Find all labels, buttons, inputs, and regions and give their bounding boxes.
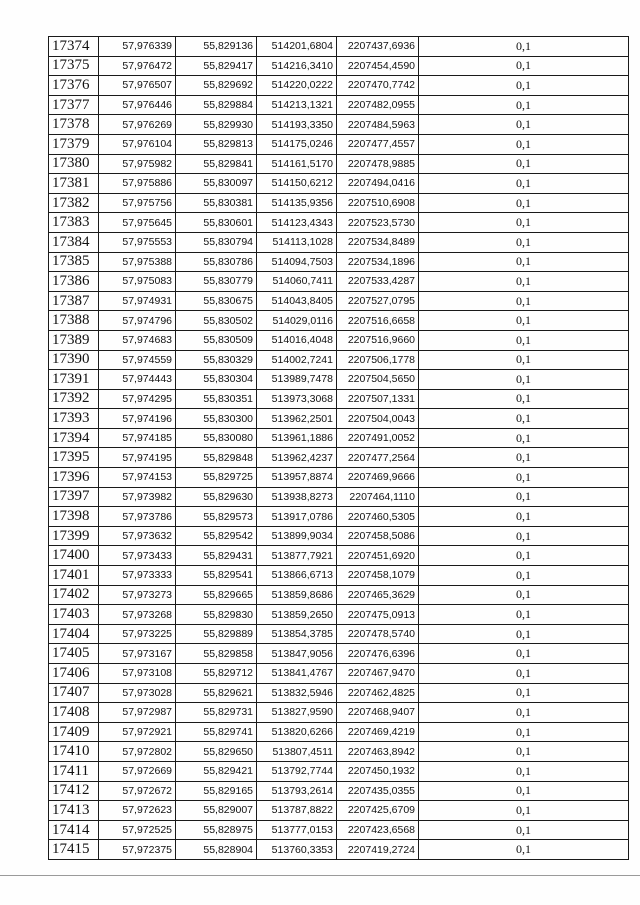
x-coordinate-cell: 513820,6266	[257, 722, 337, 742]
point-number-cell: 17383	[49, 213, 99, 233]
y-coordinate-cell: 2207468,9407	[337, 703, 419, 723]
point-number-cell: 17385	[49, 252, 99, 272]
table-row	[49, 291, 629, 311]
table-row	[49, 272, 629, 292]
latitude-cell: 57,974195	[99, 448, 176, 468]
x-coordinate-cell: 513866,6713	[257, 566, 337, 586]
x-coordinate-cell: 514094,7503	[257, 252, 337, 272]
point-number-cell: 17382	[49, 193, 99, 213]
y-coordinate-cell: 2207454,4590	[337, 56, 419, 76]
y-coordinate-cell: 2207516,9660	[337, 330, 419, 350]
accuracy-cell: 0,1	[419, 291, 629, 311]
longitude-cell: 55,829417	[176, 56, 257, 76]
accuracy-cell: 0,1	[419, 272, 629, 292]
longitude-cell: 55,829573	[176, 507, 257, 527]
table-row	[49, 664, 629, 684]
x-coordinate-cell: 514060,7411	[257, 272, 337, 292]
longitude-cell: 55,830675	[176, 291, 257, 311]
x-coordinate-cell: 513877,7921	[257, 546, 337, 566]
y-coordinate-cell: 2207458,1079	[337, 566, 419, 586]
table-row	[49, 820, 629, 840]
longitude-cell: 55,829650	[176, 742, 257, 762]
x-coordinate-cell: 513832,5946	[257, 683, 337, 703]
y-coordinate-cell: 2207478,5740	[337, 624, 419, 644]
accuracy-cell: 0,1	[419, 487, 629, 507]
latitude-cell: 57,972921	[99, 722, 176, 742]
x-coordinate-cell: 513859,2650	[257, 605, 337, 625]
x-coordinate-cell: 513827,9590	[257, 703, 337, 723]
x-coordinate-cell: 513962,2501	[257, 409, 337, 429]
table-row	[49, 409, 629, 429]
longitude-cell: 55,830601	[176, 213, 257, 233]
latitude-cell: 57,973108	[99, 664, 176, 684]
table-row	[49, 722, 629, 742]
table-row	[49, 37, 629, 57]
table-row	[49, 232, 629, 252]
longitude-cell: 55,830794	[176, 232, 257, 252]
latitude-cell: 57,972987	[99, 703, 176, 723]
longitude-cell: 55,830509	[176, 330, 257, 350]
y-coordinate-cell: 2207470,7742	[337, 76, 419, 96]
table-row	[49, 624, 629, 644]
point-number-cell: 17404	[49, 624, 99, 644]
table-row	[49, 193, 629, 213]
point-number-cell: 17412	[49, 781, 99, 801]
point-number-cell: 17384	[49, 232, 99, 252]
table-row	[49, 605, 629, 625]
latitude-cell: 57,973632	[99, 526, 176, 546]
point-number-cell: 17413	[49, 801, 99, 821]
accuracy-cell: 0,1	[419, 840, 629, 860]
latitude-cell: 57,974295	[99, 389, 176, 409]
latitude-cell: 57,974683	[99, 330, 176, 350]
x-coordinate-cell: 514213,1321	[257, 95, 337, 115]
page-bottom-divider	[0, 875, 640, 876]
x-coordinate-cell: 514161,5170	[257, 154, 337, 174]
x-coordinate-cell: 513777,0153	[257, 820, 337, 840]
point-number-cell: 17394	[49, 428, 99, 448]
accuracy-cell: 0,1	[419, 330, 629, 350]
accuracy-cell: 0,1	[419, 389, 629, 409]
accuracy-cell: 0,1	[419, 174, 629, 194]
accuracy-cell: 0,1	[419, 761, 629, 781]
latitude-cell: 57,973225	[99, 624, 176, 644]
y-coordinate-cell: 2207437,6936	[337, 37, 419, 57]
accuracy-cell: 0,1	[419, 742, 629, 762]
accuracy-cell: 0,1	[419, 37, 629, 57]
table-row	[49, 703, 629, 723]
longitude-cell: 55,828975	[176, 820, 257, 840]
accuracy-cell: 0,1	[419, 566, 629, 586]
point-number-cell: 17410	[49, 742, 99, 762]
longitude-cell: 55,829421	[176, 761, 257, 781]
table-row	[49, 213, 629, 233]
table-row	[49, 134, 629, 154]
x-coordinate-cell: 514201,6804	[257, 37, 337, 57]
y-coordinate-cell: 2207469,4219	[337, 722, 419, 742]
x-coordinate-cell: 513973,3068	[257, 389, 337, 409]
latitude-cell: 57,974796	[99, 311, 176, 331]
table-row	[49, 428, 629, 448]
accuracy-cell: 0,1	[419, 232, 629, 252]
latitude-cell: 57,974185	[99, 428, 176, 448]
accuracy-cell: 0,1	[419, 801, 629, 821]
accuracy-cell: 0,1	[419, 56, 629, 76]
x-coordinate-cell: 513859,8686	[257, 585, 337, 605]
table-row	[49, 76, 629, 96]
point-number-cell: 17403	[49, 605, 99, 625]
accuracy-cell: 0,1	[419, 468, 629, 488]
point-number-cell: 17392	[49, 389, 99, 409]
point-number-cell: 17415	[49, 840, 99, 860]
latitude-cell: 57,976339	[99, 37, 176, 57]
point-number-cell: 17375	[49, 56, 99, 76]
x-coordinate-cell: 513989,7478	[257, 370, 337, 390]
accuracy-cell: 0,1	[419, 95, 629, 115]
point-number-cell: 17414	[49, 820, 99, 840]
x-coordinate-cell: 513938,8273	[257, 487, 337, 507]
table-row	[49, 56, 629, 76]
x-coordinate-cell: 514029,0116	[257, 311, 337, 331]
latitude-cell: 57,973028	[99, 683, 176, 703]
table-row	[49, 95, 629, 115]
latitude-cell: 57,973268	[99, 605, 176, 625]
table-row	[49, 526, 629, 546]
latitude-cell: 57,972525	[99, 820, 176, 840]
point-number-cell: 17387	[49, 291, 99, 311]
point-number-cell: 17406	[49, 664, 99, 684]
table-row	[49, 389, 629, 409]
y-coordinate-cell: 2207477,4557	[337, 134, 419, 154]
y-coordinate-cell: 2207451,6920	[337, 546, 419, 566]
y-coordinate-cell: 2207477,2564	[337, 448, 419, 468]
accuracy-cell: 0,1	[419, 644, 629, 664]
accuracy-cell: 0,1	[419, 526, 629, 546]
accuracy-cell: 0,1	[419, 781, 629, 801]
y-coordinate-cell: 2207527,0795	[337, 291, 419, 311]
table-row	[49, 370, 629, 390]
point-number-cell: 17395	[49, 448, 99, 468]
latitude-cell: 57,975645	[99, 213, 176, 233]
y-coordinate-cell: 2207419,2724	[337, 840, 419, 860]
longitude-cell: 55,830097	[176, 174, 257, 194]
latitude-cell: 57,975756	[99, 193, 176, 213]
point-number-cell: 17397	[49, 487, 99, 507]
point-number-cell: 17393	[49, 409, 99, 429]
longitude-cell: 55,829136	[176, 37, 257, 57]
longitude-cell: 55,830351	[176, 389, 257, 409]
x-coordinate-cell: 514220,0222	[257, 76, 337, 96]
point-number-cell: 17386	[49, 272, 99, 292]
x-coordinate-cell: 513792,7744	[257, 761, 337, 781]
longitude-cell: 55,829731	[176, 703, 257, 723]
table-row	[49, 781, 629, 801]
x-coordinate-cell: 513962,4237	[257, 448, 337, 468]
latitude-cell: 57,976269	[99, 115, 176, 135]
y-coordinate-cell: 2207450,1932	[337, 761, 419, 781]
longitude-cell: 55,828904	[176, 840, 257, 860]
table-row	[49, 115, 629, 135]
latitude-cell: 57,973982	[99, 487, 176, 507]
longitude-cell: 55,830502	[176, 311, 257, 331]
y-coordinate-cell: 2207475,0913	[337, 605, 419, 625]
table-row	[49, 801, 629, 821]
longitude-cell: 55,830786	[176, 252, 257, 272]
y-coordinate-cell: 2207465,3629	[337, 585, 419, 605]
longitude-cell: 55,829542	[176, 526, 257, 546]
point-number-cell: 17391	[49, 370, 99, 390]
longitude-cell: 55,830080	[176, 428, 257, 448]
table-row	[49, 487, 629, 507]
accuracy-cell: 0,1	[419, 213, 629, 233]
accuracy-cell: 0,1	[419, 154, 629, 174]
latitude-cell: 57,974153	[99, 468, 176, 488]
accuracy-cell: 0,1	[419, 722, 629, 742]
x-coordinate-cell: 513787,8822	[257, 801, 337, 821]
y-coordinate-cell: 2207469,9666	[337, 468, 419, 488]
point-number-cell: 17377	[49, 95, 99, 115]
longitude-cell: 55,829621	[176, 683, 257, 703]
table-row	[49, 507, 629, 527]
y-coordinate-cell: 2207425,6709	[337, 801, 419, 821]
longitude-cell: 55,830381	[176, 193, 257, 213]
table-row	[49, 154, 629, 174]
table-row	[49, 468, 629, 488]
y-coordinate-cell: 2207423,6568	[337, 820, 419, 840]
x-coordinate-cell: 514135,9356	[257, 193, 337, 213]
latitude-cell: 57,973433	[99, 546, 176, 566]
latitude-cell: 57,976507	[99, 76, 176, 96]
longitude-cell: 55,829741	[176, 722, 257, 742]
y-coordinate-cell: 2207467,9470	[337, 664, 419, 684]
point-number-cell: 17405	[49, 644, 99, 664]
accuracy-cell: 0,1	[419, 370, 629, 390]
longitude-cell: 55,829712	[176, 664, 257, 684]
y-coordinate-cell: 2207504,5650	[337, 370, 419, 390]
latitude-cell: 57,972375	[99, 840, 176, 860]
longitude-cell: 55,830779	[176, 272, 257, 292]
longitude-cell: 55,829848	[176, 448, 257, 468]
x-coordinate-cell: 513957,8874	[257, 468, 337, 488]
y-coordinate-cell: 2207523,5730	[337, 213, 419, 233]
longitude-cell: 55,829165	[176, 781, 257, 801]
longitude-cell: 55,829858	[176, 644, 257, 664]
accuracy-cell: 0,1	[419, 664, 629, 684]
y-coordinate-cell: 2207460,5305	[337, 507, 419, 527]
table-row	[49, 252, 629, 272]
point-number-cell: 17396	[49, 468, 99, 488]
point-number-cell: 17408	[49, 703, 99, 723]
latitude-cell: 57,974443	[99, 370, 176, 390]
accuracy-cell: 0,1	[419, 252, 629, 272]
x-coordinate-cell: 513847,9056	[257, 644, 337, 664]
accuracy-cell: 0,1	[419, 409, 629, 429]
longitude-cell: 55,829541	[176, 566, 257, 586]
accuracy-cell: 0,1	[419, 193, 629, 213]
y-coordinate-cell: 2207504,0043	[337, 409, 419, 429]
y-coordinate-cell: 2207462,4825	[337, 683, 419, 703]
x-coordinate-cell: 514193,3350	[257, 115, 337, 135]
point-number-cell: 17407	[49, 683, 99, 703]
x-coordinate-cell: 513917,0786	[257, 507, 337, 527]
accuracy-cell: 0,1	[419, 350, 629, 370]
longitude-cell: 55,829884	[176, 95, 257, 115]
longitude-cell: 55,829007	[176, 801, 257, 821]
point-number-cell: 17389	[49, 330, 99, 350]
point-number-cell: 17402	[49, 585, 99, 605]
table-row	[49, 742, 629, 762]
point-number-cell: 17409	[49, 722, 99, 742]
longitude-cell: 55,829630	[176, 487, 257, 507]
table-row	[49, 546, 629, 566]
point-number-cell: 17398	[49, 507, 99, 527]
y-coordinate-cell: 2207533,4287	[337, 272, 419, 292]
y-coordinate-cell: 2207464,1110	[337, 487, 419, 507]
latitude-cell: 57,976472	[99, 56, 176, 76]
latitude-cell: 57,976104	[99, 134, 176, 154]
y-coordinate-cell: 2207534,8489	[337, 232, 419, 252]
accuracy-cell: 0,1	[419, 605, 629, 625]
longitude-cell: 55,830304	[176, 370, 257, 390]
y-coordinate-cell: 2207494,0416	[337, 174, 419, 194]
y-coordinate-cell: 2207510,6908	[337, 193, 419, 213]
table-row	[49, 350, 629, 370]
x-coordinate-cell: 514216,3410	[257, 56, 337, 76]
accuracy-cell: 0,1	[419, 507, 629, 527]
table-row	[49, 566, 629, 586]
table-row	[49, 761, 629, 781]
y-coordinate-cell: 2207491,0052	[337, 428, 419, 448]
longitude-cell: 55,829889	[176, 624, 257, 644]
accuracy-cell: 0,1	[419, 820, 629, 840]
x-coordinate-cell: 514113,1028	[257, 232, 337, 252]
x-coordinate-cell: 513807,4511	[257, 742, 337, 762]
latitude-cell: 57,975388	[99, 252, 176, 272]
x-coordinate-cell: 513961,1886	[257, 428, 337, 448]
accuracy-cell: 0,1	[419, 428, 629, 448]
longitude-cell: 55,829692	[176, 76, 257, 96]
longitude-cell: 55,829431	[176, 546, 257, 566]
x-coordinate-cell: 514043,8405	[257, 291, 337, 311]
point-number-cell: 17376	[49, 76, 99, 96]
latitude-cell: 57,975982	[99, 154, 176, 174]
point-number-cell: 17380	[49, 154, 99, 174]
latitude-cell: 57,972802	[99, 742, 176, 762]
accuracy-cell: 0,1	[419, 683, 629, 703]
latitude-cell: 57,975553	[99, 232, 176, 252]
table-row	[49, 840, 629, 860]
x-coordinate-cell: 513793,2614	[257, 781, 337, 801]
point-number-cell: 17411	[49, 761, 99, 781]
table-row	[49, 683, 629, 703]
y-coordinate-cell: 2207435,0355	[337, 781, 419, 801]
accuracy-cell: 0,1	[419, 134, 629, 154]
x-coordinate-cell: 514016,4048	[257, 330, 337, 350]
table-row	[49, 644, 629, 664]
table-row	[49, 174, 629, 194]
longitude-cell: 55,829830	[176, 605, 257, 625]
accuracy-cell: 0,1	[419, 448, 629, 468]
y-coordinate-cell: 2207463,8942	[337, 742, 419, 762]
accuracy-cell: 0,1	[419, 585, 629, 605]
y-coordinate-cell: 2207507,1331	[337, 389, 419, 409]
longitude-cell: 55,829813	[176, 134, 257, 154]
point-number-cell: 17401	[49, 566, 99, 586]
latitude-cell: 57,973273	[99, 585, 176, 605]
latitude-cell: 57,976446	[99, 95, 176, 115]
point-number-cell: 17374	[49, 37, 99, 57]
latitude-cell: 57,974559	[99, 350, 176, 370]
longitude-cell: 55,829930	[176, 115, 257, 135]
point-number-cell: 17381	[49, 174, 99, 194]
latitude-cell: 57,972669	[99, 761, 176, 781]
y-coordinate-cell: 2207482,0955	[337, 95, 419, 115]
longitude-cell: 55,830300	[176, 409, 257, 429]
accuracy-cell: 0,1	[419, 115, 629, 135]
y-coordinate-cell: 2207458,5086	[337, 526, 419, 546]
y-coordinate-cell: 2207476,6396	[337, 644, 419, 664]
y-coordinate-cell: 2207506,1778	[337, 350, 419, 370]
point-number-cell: 17399	[49, 526, 99, 546]
longitude-cell: 55,830329	[176, 350, 257, 370]
latitude-cell: 57,974931	[99, 291, 176, 311]
y-coordinate-cell: 2207534,1896	[337, 252, 419, 272]
accuracy-cell: 0,1	[419, 703, 629, 723]
x-coordinate-cell: 513899,9034	[257, 526, 337, 546]
x-coordinate-cell: 514002,7241	[257, 350, 337, 370]
point-number-cell: 17378	[49, 115, 99, 135]
latitude-cell: 57,973333	[99, 566, 176, 586]
point-number-cell: 17379	[49, 134, 99, 154]
table-row	[49, 585, 629, 605]
latitude-cell: 57,972672	[99, 781, 176, 801]
point-number-cell: 17388	[49, 311, 99, 331]
accuracy-cell: 0,1	[419, 311, 629, 331]
latitude-cell: 57,975886	[99, 174, 176, 194]
longitude-cell: 55,829665	[176, 585, 257, 605]
table-row	[49, 311, 629, 331]
x-coordinate-cell: 513760,3353	[257, 840, 337, 860]
y-coordinate-cell: 2207484,5963	[337, 115, 419, 135]
coordinates-table	[48, 36, 629, 860]
accuracy-cell: 0,1	[419, 76, 629, 96]
coordinates-table-body	[49, 37, 629, 860]
x-coordinate-cell: 514175,0246	[257, 134, 337, 154]
x-coordinate-cell: 513841,4767	[257, 664, 337, 684]
table-row	[49, 448, 629, 468]
x-coordinate-cell: 513854,3785	[257, 624, 337, 644]
latitude-cell: 57,973786	[99, 507, 176, 527]
latitude-cell: 57,975083	[99, 272, 176, 292]
point-number-cell: 17390	[49, 350, 99, 370]
x-coordinate-cell: 514150,6212	[257, 174, 337, 194]
latitude-cell: 57,972623	[99, 801, 176, 821]
x-coordinate-cell: 514123,4343	[257, 213, 337, 233]
latitude-cell: 57,974196	[99, 409, 176, 429]
accuracy-cell: 0,1	[419, 546, 629, 566]
accuracy-cell: 0,1	[419, 624, 629, 644]
latitude-cell: 57,973167	[99, 644, 176, 664]
y-coordinate-cell: 2207478,9885	[337, 154, 419, 174]
table-row	[49, 330, 629, 350]
point-number-cell: 17400	[49, 546, 99, 566]
longitude-cell: 55,829841	[176, 154, 257, 174]
longitude-cell: 55,829725	[176, 468, 257, 488]
y-coordinate-cell: 2207516,6658	[337, 311, 419, 331]
